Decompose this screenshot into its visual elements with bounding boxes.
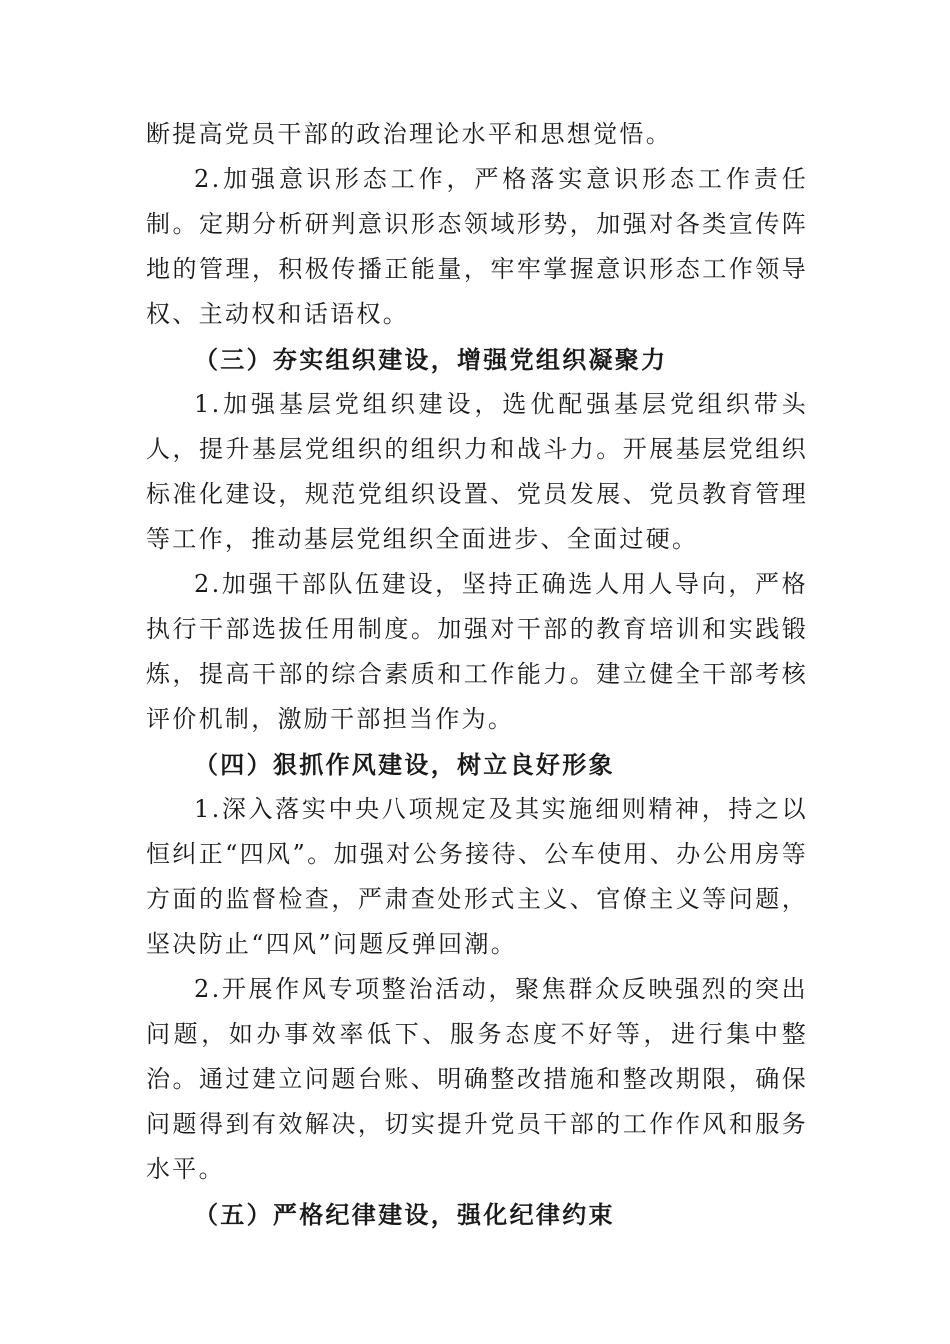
paragraph-continuation: 断提高党员干部的政治理论水平和思想觉悟。 (146, 120, 672, 148)
paragraph-eight-rules: 1.深入落实中央八项规定及其实施细则精神，持之以恒纠正“四风”。加强对公务接待、公车使用、办公用房等方面的监督检查，严肃查处形式主义、官僚主义等问题，坚决防止“四风”问题反弹回潮。 (146, 795, 808, 958)
section-heading-organization: （三）夯实组织建设，增强党组织凝聚力 (194, 345, 668, 374)
section-heading-discipline: （五）严格纪律建设，强化纪律约束 (194, 1200, 615, 1229)
document-page (146, 112, 808, 1237)
paragraph-grassroots-organization: 1.加强基层党组织建设，选优配强基层党组织带头人，提升基层党组织的组织力和战斗力。开展基层党组织标准化建设，规范党组织设置、党员发展、党员教育管理等工作，推动基层党组织全面进步、全面过硬。 (146, 390, 808, 553)
paragraph-ideology-work: 2.加强意识形态工作，严格落实意识形态工作责任制。定期分析研判意识形态领域形势，加强对各类宣传阵地的管理，积极传播正能量，牢牢掌握意识形态工作领导权、主动权和话语权。 (146, 165, 808, 328)
section-heading-work-style: （四）狠抓作风建设，树立良好形象 (194, 750, 615, 779)
paragraph-special-rectification: 2.开展作风专项整治活动，聚焦群众反映强烈的突出问题，如办事效率低下、服务态度不好等，进行集中整治。通过建立问题台账、明确整改措施和整改期限，确保问题得到有效解决，切实提升党员干部的工作作风和服务水平。 (146, 975, 808, 1183)
paragraph-cadre-team: 2.加强干部队伍建设，坚持正确选人用人导向，严格执行干部选拔任用制度。加强对干部的教育培训和实践锻炼，提高干部的综合素质和工作能力。建立健全干部考核评价机制，激励干部担当作为。 (146, 570, 808, 733)
